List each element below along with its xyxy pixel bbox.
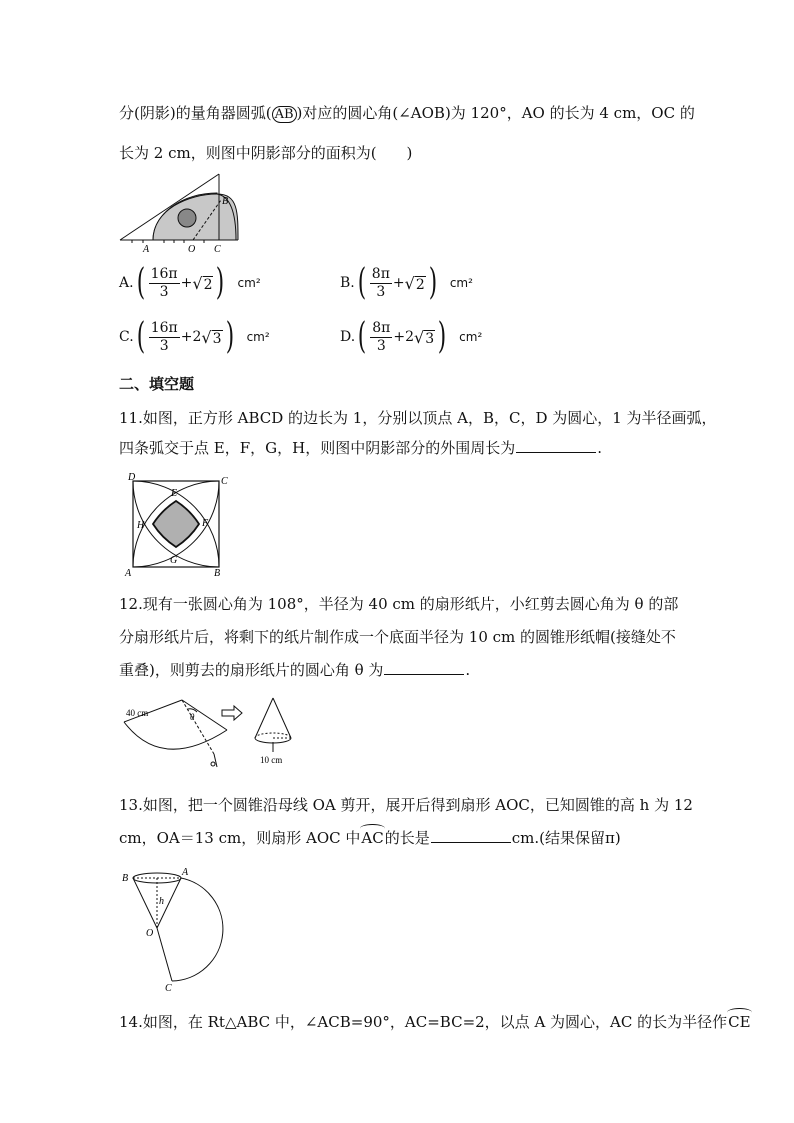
q12-line-2: 分扇形纸片后，将剩下的纸片制作成一个底面半径为 10 cm 的圆锥形纸帽(接缝处不 — [119, 628, 676, 646]
q10-label-b: B — [222, 196, 229, 207]
q11-line-1: 11.如图，正方形 ABCD 的边长为 1，分别以顶点 A，B，C，D 为圆心，1 为半径画弧， — [119, 409, 717, 427]
q10-option-a[interactable]: A. ( $\frac{16\pi}{3}$ + √ 2 ) cm² — [119, 262, 261, 303]
q13-answer-blank[interactable] — [431, 828, 511, 843]
q12-sector-right-edge — [182, 700, 227, 730]
q12-cone-right — [273, 698, 291, 738]
q13-label-b: B — [122, 873, 129, 884]
q10-option-c[interactable]: C. ( $\frac{16\pi}{3}$ + 2 √ 3 ) cm² — [119, 316, 270, 357]
q13-label-o: O — [146, 928, 154, 939]
q11-line-2: 四条弧交于点 E，F，G，H，则图中阴影部分的外围周长为 . — [119, 439, 602, 457]
q11-label-h: H — [137, 520, 145, 531]
q10-line-2: 长为 2 cm，则图中阴影部分的面积为( ) — [119, 144, 413, 162]
q11-answer-blank[interactable] — [516, 438, 596, 453]
q11-shaded-region — [153, 501, 199, 547]
q12-arrow — [222, 706, 242, 720]
q13-label-c: C — [165, 983, 172, 994]
q13-cone-left — [133, 878, 157, 928]
q14-line-1: 14.如图，在 Rt△ABC 中，∠ACB=90°，AC=BC=2，以点 A 为圆心，AC 的长为半径作CE — [119, 1013, 751, 1031]
q10-line-1: 分(阴影)的量角器圆弧( AB )对应的圆心角(∠AOB)为 120°，AO 的长为 4 cm，OC 的 — [119, 104, 695, 122]
arc-ce-label: CE — [728, 1013, 751, 1031]
q12-label-base: 10 cm — [260, 755, 283, 765]
q10-label-o: O — [188, 244, 196, 255]
q12-line-1: 12.现有一张圆心角为 108°，半径为 40 cm 的扇形纸片，小红剪去圆心角为 θ 的部 — [119, 595, 679, 613]
q13-label-h: h — [159, 896, 164, 907]
q10-figure — [118, 172, 248, 255]
q11-label-a: A — [125, 568, 132, 579]
q11-label-b: B — [214, 568, 221, 579]
q10-option-d[interactable]: D. ( $\frac{8\pi}{3}$ + 2 √ 3 ) cm² — [340, 316, 483, 357]
q13-sector-edge-oc — [157, 928, 172, 981]
q13-figure — [120, 866, 230, 994]
q13-sector-arc — [172, 878, 223, 981]
q11-label-d: D — [128, 472, 136, 483]
q12-scissors — [211, 754, 217, 767]
q11-label-e: E — [171, 488, 178, 499]
q10-label-a: A — [143, 244, 150, 255]
arc-ab-label: AB — [272, 106, 297, 123]
q11-label-g: G — [170, 555, 178, 566]
q12-sector-arc — [124, 722, 227, 749]
q13-line-2: cm，OA＝13 cm，则扇形 AOC 中AC的长是 cm.(结果保留π) — [119, 829, 621, 847]
q10-inner-circle — [178, 209, 196, 227]
q13-label-a: A — [182, 867, 189, 878]
q12-figure — [122, 692, 312, 772]
q10-option-b[interactable]: B. ( $\frac{8\pi}{3}$ + √ 2 ) cm² — [340, 262, 473, 303]
q12-line-3: 重叠)，则剪去的扇形纸片的圆心角 θ 为 . — [119, 661, 471, 679]
arc-ac-label: AC — [361, 829, 384, 847]
section-heading: 二、填空题 — [119, 375, 195, 393]
q11-label-f: F — [202, 518, 209, 529]
q12-dashed-cut — [182, 700, 214, 754]
q12-label-radius: 40 cm — [126, 708, 149, 718]
q10-label-c: C — [214, 244, 221, 255]
q12-cone-base-back — [255, 733, 291, 738]
q12-cone-left — [255, 698, 273, 738]
q11-label-c: C — [221, 476, 228, 487]
q12-answer-blank[interactable] — [384, 660, 464, 675]
q11-figure — [124, 472, 234, 582]
q13-line-1: 13.如图，把一个圆锥沿母线 OA 剪开，展开后得到扇形 AOC，已知圆锥的高 h 为 12 — [119, 796, 693, 814]
q12-label-theta: θ — [190, 712, 195, 722]
